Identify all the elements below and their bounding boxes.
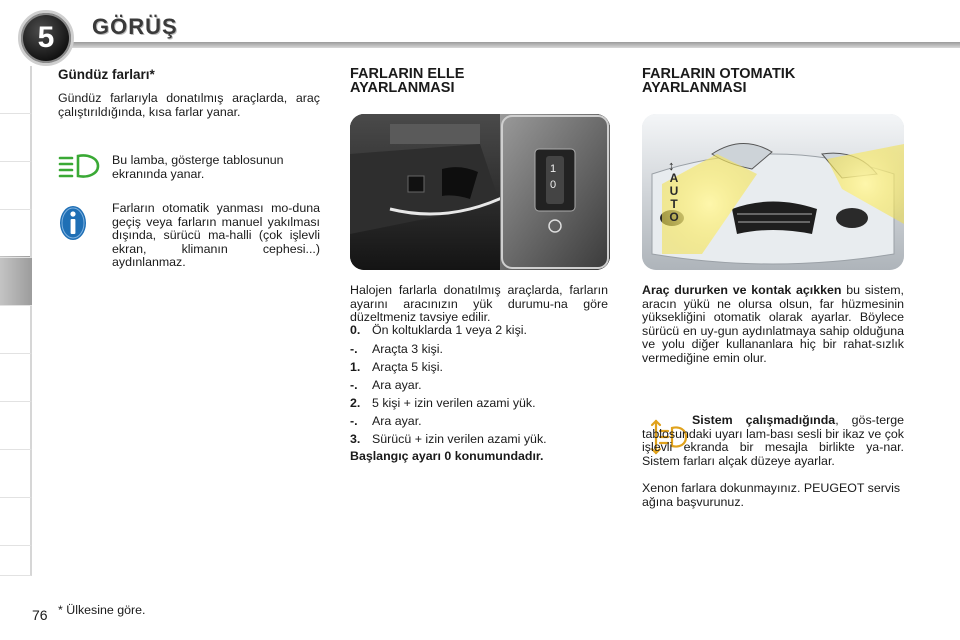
step-item: -. Ara ayar.: [350, 414, 422, 428]
manual-adjust-photo: [350, 114, 610, 270]
page-number: 76: [32, 607, 48, 623]
step-item: 3. Sürücü + izin verilen azami yük.: [350, 432, 547, 446]
manual-adjust-title-line2: AYARLANMASI: [350, 80, 455, 96]
footnote: * Ülkesine göre.: [58, 603, 146, 617]
auto-adjust-title-line2: AYARLANMASI: [642, 80, 747, 96]
auto-label: AUTO: [669, 171, 679, 224]
step-item: 0. Ön koltuklarda 1 veya 2 kişi.: [350, 323, 527, 337]
daytime-lights-title: Gündüz farları*: [58, 67, 155, 82]
chapter-tab-active[interactable]: [0, 256, 32, 306]
auto-adjust-photo: [642, 114, 904, 270]
start-position-note: Başlangıç ayarı 0 konumundadır.: [350, 449, 544, 463]
daytime-lights-intro: Gündüz farlarıyla donatılmış araçlarda, araç çalıştırıldığında, kısa farlar yanar.: [58, 91, 320, 119]
svg-text:↕: ↕: [668, 158, 675, 173]
auto-adjust-description: Araç dururken ve kontak açıkken bu sistem, aracın yükü ne olursa olsun, far hüzmesinin yüksekliğini otomatik olarak ayarlar. Böylece sürücü en uy-gun aydınlatmaya sahip olduğuna ve yolu diğer kullananlara hiç bir rahat-sızlık vermediğine emin olur.: [642, 283, 904, 365]
chapter-number-badge: 5: [18, 10, 74, 66]
svg-text:0: 0: [550, 179, 557, 191]
svg-text:1: 1: [550, 163, 557, 175]
chapter-tab[interactable]: [0, 450, 32, 498]
info-note: Farların otomatik yanması mo-duna geçiş veya farların manuel yakılması dışında, sürücü ma-halli (çok işlevli ekran, klimanın cephesi...) aydınlanmaz.: [112, 201, 320, 269]
daytime-lamp-note: Bu lamba, gösterge tablosunun ekranında yanar.: [112, 153, 284, 181]
auto-adjust-title-line1: FARLARIN OTOMATIK: [642, 66, 796, 82]
chapter-tab[interactable]: [0, 498, 32, 546]
chapter-tab[interactable]: [0, 306, 32, 354]
chapter-tab[interactable]: [0, 114, 32, 162]
chapter-tab[interactable]: [0, 162, 32, 210]
manual-adjust-intro: Halojen farlarla donatılmış araçlarda, farların ayarını aracınızın yük durumu-na göre düzeltmeniz tavsiye edilir.: [350, 283, 608, 324]
step-item: -. Araçta 3 kişi.: [350, 342, 443, 356]
chapter-tab[interactable]: [0, 210, 32, 258]
header-rule: [60, 42, 960, 48]
chapter-tab[interactable]: [0, 354, 32, 402]
info-icon: [58, 204, 88, 242]
xenon-note: Xenon farlara dokunmayınız. PEUGEOT servis ağına başvurunuz.: [642, 481, 901, 509]
system-fault-note: Sistem çalışmadığında, gös-terge tablosundaki uyarı lam-bası sesli bir ikaz ve çok işlevli ekranda bir mesajla birlikte ya-nar. Sistem farları alçak düzeye ayarlar.: [642, 413, 905, 468]
step-item: 2. 5 kişi + izin verilen azami yük.: [350, 396, 536, 410]
chapter-tab[interactable]: [0, 66, 32, 114]
chapter-tab[interactable]: [0, 402, 32, 450]
chapter-tab-strip: [0, 66, 32, 576]
chapter-title: GÖRÜŞ: [92, 14, 178, 39]
step-item: 1. Araçta 5 kişi.: [350, 360, 443, 374]
daytime-lamp-icon: [58, 152, 102, 180]
manual-adjust-title-line1: FARLARIN ELLE: [350, 66, 465, 82]
step-item: -. Ara ayar.: [350, 378, 422, 392]
chapter-tab[interactable]: [0, 546, 32, 576]
